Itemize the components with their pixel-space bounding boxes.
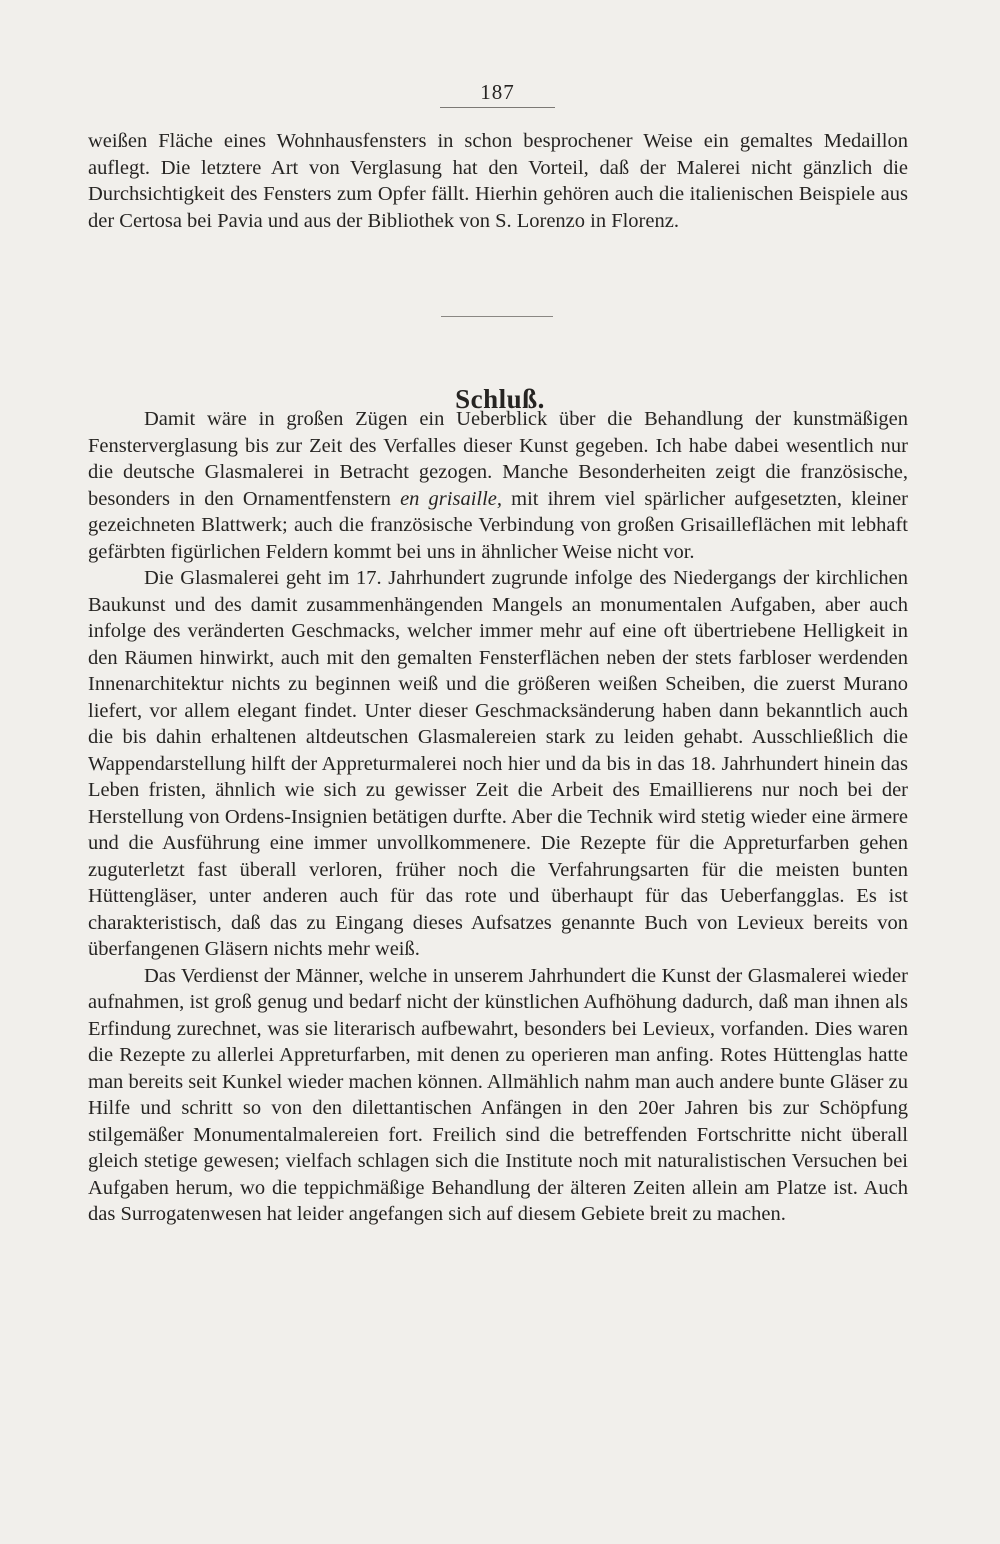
- intro-text-block: [88, 128, 908, 234]
- page-number: 187: [440, 80, 555, 108]
- paragraph-1-text-b: mit ihrem viel spärlicher aufgesetzten, kleiner gezeichneten Blattwerk; auch die französische Verbindung von großen Grisailleflächen mit lebhaft gefärbten figürlichen Feldern kommt bei uns in ähnlicher Weise nicht vor.: [88, 487, 909, 563]
- intro-paragraph: weißen Fläche eines Wohnhausfensters in schon besprochener Weise ein gemaltes Medaillon auflegt. Die letztere Art von Verglasung hat den Vorteil, daß der Malerei nicht gänzlich die Durchsichtigkeit des Fensters zum Opfer fällt. Hierhin gehören auch die italienischen Beispiele aus der Certosa bei Pavia und aus der Bibliothek von S. Lorenzo in Florenz.: [88, 130, 908, 232]
- paragraph-2: Die Glasmalerei geht im 17. Jahrhundert zugrunde infolge des Niedergangs der kirchlichen Baukunst und des damit zusammenhängenden Mangels an monumentalen Aufgaben, aber auch infolge des veränderten Geschmacks, welcher immer mehr auf eine oft übertriebene Helligkeit in den Räumen hinwirkt, auch mit den gemalten Fensterflächen neben der stets farbloser werdenden Innenarchitektur nichts zu beginnen weiß und die größeren weißen Scheiben, die zuerst Murano liefert, vor allem elegant findet. Unter dieser Geschmacksänderung haben dann bekanntlich auch die bis dahin erhaltenen altdeutschen Glasmalereien stark zu leiden gehabt. Ausschließlich die Wappendarstellung hilft der Appreturmalerei noch hier und da bis in das 18. Jahrhundert hinein das Leben fristen, ähnlich wie sich zu gewisser Zeit die Arbeit des Emaillierens nur noch bei der Herstellung von Ordens-Insignien betätigen durfte. Aber die Technik wird stetig wieder eine ärmere und die Ausführung eine immer unvollkommenere. Die Rezepte für die Appreturfarben gehen zuguterletzt fast überall verloren, früher noch die Verfahrungsarten für die meisten bunten Hüttengläser, unter anderen auch für das rote und überhaupt für das Ueberfangglas. Es ist charakteristisch, daß das zu Eingang dieses Aufsatzes genannte Buch von Levieux bereits von überfangenen Gläsern nichts mehr weiß.: [88, 567, 908, 960]
- main-text-block: [88, 406, 908, 1228]
- paragraph-1-italic-term: en grisaille,: [400, 487, 503, 510]
- paragraph-1-text-a: Damit wäre in großen Zügen ein Ueberblick über die Behandlung der kunstmäßigen Fensterverglasung bis zur Zeit des Verfalles dieser Kunst gegeben. Ich habe dabei wesentlich nur die deutsche Glasmalerei in Betracht gezogen. Manche Besonderheiten zeigt die französische, besonders in den Ornamentfenstern: [88, 408, 908, 510]
- paragraph-3: Das Verdienst der Männer, welche in unserem Jahrhundert die Kunst der Glasmalerei wieder aufnahmen, ist groß genug und bedarf nicht der künstlichen Aufhöhung dadurch, daß man ihnen als Erfindung zurechnet, was sie literarisch aufbewahrt, besonders bei Levieux, vorfanden. Dies waren die Rezepte zu allerlei Appreturfarben, mit denen zu operieren man anfing. Rotes Hüttenglas hatte man bereits seit Kunkel wieder machen können. Allmählich nahm man auch andere bunte Gläser zu Hilfe und schritt so von den dilettantischen Anfängen in den 20er Jahren bis zur Schöpfung stilgemäßer Monumentalmalereien fort. Freilich sind die betreffenden Fortschritte nicht überall gleich stetige gewesen; vielfach schlagen sich die Institute noch mit naturalistischen Versuchen bei Aufgaben herum, wo die teppichmäßige Behandlung der älteren Zeiten allein am Platze ist. Auch das Surrogatenwesen hat leider angefangen sich auf diesem Gebiete breit zu machen.: [88, 964, 908, 1225]
- section-heading: Schluß.: [455, 384, 545, 415]
- section-separator-rule: [441, 316, 553, 317]
- paragraph-1: [88, 406, 908, 565]
